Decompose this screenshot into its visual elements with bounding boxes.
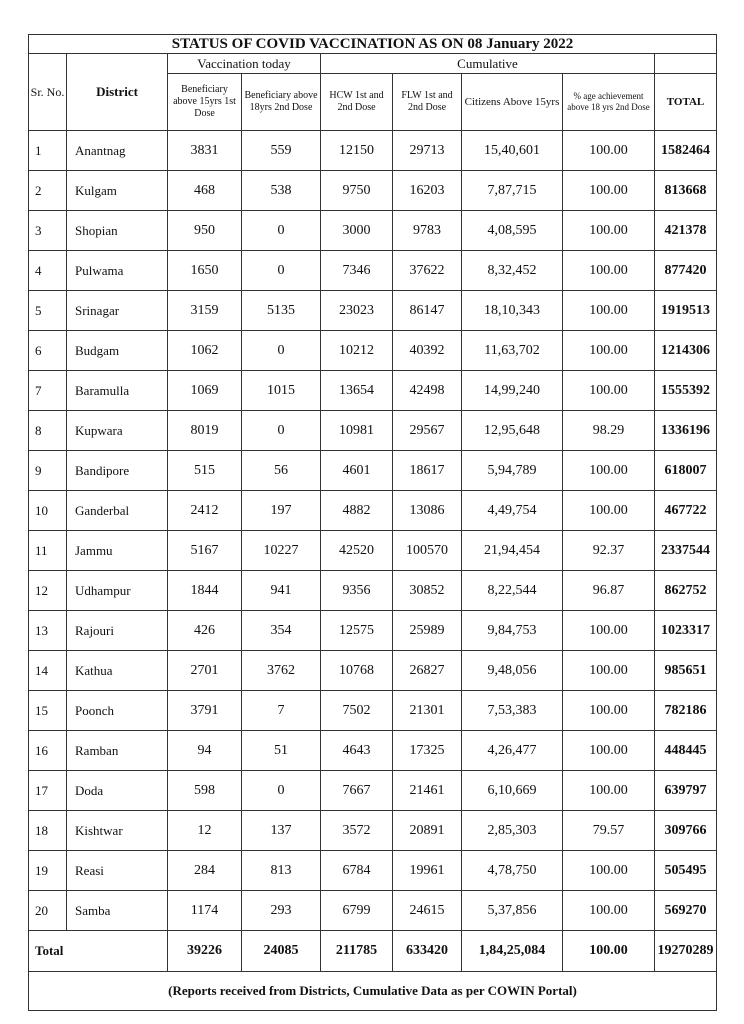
row-beneficiary-15: 1069	[168, 371, 242, 411]
row-flw: 21461	[393, 771, 462, 811]
row-district: Srinagar	[67, 291, 168, 331]
row-total: 1919513	[655, 291, 717, 331]
row-citizens: 12,95,648	[462, 411, 563, 451]
row-citizens: 4,78,750	[462, 851, 563, 891]
row-beneficiary-15: 1844	[168, 571, 242, 611]
table-row	[29, 571, 717, 611]
row-sr-no: 1	[29, 131, 67, 171]
row-sr-no: 7	[29, 371, 67, 411]
row-sr-no: 17	[29, 771, 67, 811]
row-district: Poonch	[67, 691, 168, 731]
row-sr-no: 15	[29, 691, 67, 731]
footer-note: (Reports received from Districts, Cumulative Data as per COWIN Portal)	[29, 972, 717, 1011]
row-flw: 17325	[393, 731, 462, 771]
row-total: 309766	[655, 811, 717, 851]
row-hcw: 12575	[321, 611, 393, 651]
row-percent: 100.00	[563, 251, 655, 291]
row-percent: 92.37	[563, 531, 655, 571]
row-sr-no: 18	[29, 811, 67, 851]
group-cumulative: Cumulative	[321, 54, 655, 74]
row-district: Kathua	[67, 651, 168, 691]
row-beneficiary-15: 515	[168, 451, 242, 491]
row-beneficiary-18: 10227	[242, 531, 321, 571]
row-percent: 96.87	[563, 571, 655, 611]
row-citizens: 15,40,601	[462, 131, 563, 171]
table-row	[29, 491, 717, 531]
row-citizens: 11,63,702	[462, 331, 563, 371]
row-hcw: 4601	[321, 451, 393, 491]
row-flw: 19961	[393, 851, 462, 891]
row-total: 1023317	[655, 611, 717, 651]
row-hcw: 3000	[321, 211, 393, 251]
table-row	[29, 291, 717, 331]
totals-label: Total	[29, 931, 168, 972]
totals-pct: 100.00	[563, 931, 655, 972]
row-hcw: 7346	[321, 251, 393, 291]
row-flw: 18617	[393, 451, 462, 491]
row-percent: 100.00	[563, 891, 655, 931]
row-flw: 16203	[393, 171, 462, 211]
row-citizens: 9,84,753	[462, 611, 563, 651]
row-beneficiary-18: 559	[242, 131, 321, 171]
totals-flw: 633420	[393, 931, 462, 972]
row-district: Reasi	[67, 851, 168, 891]
row-percent: 100.00	[563, 851, 655, 891]
table-row	[29, 851, 717, 891]
row-beneficiary-18: 0	[242, 411, 321, 451]
totals-ben18: 24085	[242, 931, 321, 972]
row-flw: 26827	[393, 651, 462, 691]
row-hcw: 6799	[321, 891, 393, 931]
row-citizens: 6,10,669	[462, 771, 563, 811]
row-citizens: 8,32,452	[462, 251, 563, 291]
page-title: STATUS OF COVID VACCINATION AS ON 08 January 2022	[29, 35, 717, 54]
table-row	[29, 531, 717, 571]
group-vaccination-today: Vaccination today	[168, 54, 321, 74]
row-beneficiary-18: 137	[242, 811, 321, 851]
row-beneficiary-18: 0	[242, 771, 321, 811]
table-row	[29, 251, 717, 291]
row-beneficiary-18: 197	[242, 491, 321, 531]
row-hcw: 12150	[321, 131, 393, 171]
row-citizens: 18,10,343	[462, 291, 563, 331]
row-beneficiary-18: 5135	[242, 291, 321, 331]
table-row	[29, 691, 717, 731]
row-district: Baramulla	[67, 371, 168, 411]
table-row	[29, 891, 717, 931]
row-total: 1336196	[655, 411, 717, 451]
row-beneficiary-15: 598	[168, 771, 242, 811]
row-sr-no: 19	[29, 851, 67, 891]
header-hcw: HCW 1st and 2nd Dose	[321, 74, 393, 131]
row-sr-no: 5	[29, 291, 67, 331]
row-flw: 86147	[393, 291, 462, 331]
header-beneficiary-15: Beneficiary above 15yrs 1st Dose	[168, 74, 242, 131]
row-sr-no: 11	[29, 531, 67, 571]
row-percent: 100.00	[563, 291, 655, 331]
row-beneficiary-18: 941	[242, 571, 321, 611]
row-citizens: 4,08,595	[462, 211, 563, 251]
header-sr-no: Sr. No.	[29, 54, 67, 131]
row-percent: 100.00	[563, 491, 655, 531]
table-row	[29, 731, 717, 771]
row-total: 467722	[655, 491, 717, 531]
row-district: Udhampur	[67, 571, 168, 611]
totals-ben15: 39226	[168, 931, 242, 972]
row-total: 618007	[655, 451, 717, 491]
table-row	[29, 811, 717, 851]
row-beneficiary-18: 1015	[242, 371, 321, 411]
row-total: 1214306	[655, 331, 717, 371]
table-row	[29, 771, 717, 811]
row-citizens: 4,49,754	[462, 491, 563, 531]
row-beneficiary-15: 950	[168, 211, 242, 251]
row-total: 1555392	[655, 371, 717, 411]
row-hcw: 4643	[321, 731, 393, 771]
row-flw: 29713	[393, 131, 462, 171]
row-beneficiary-18: 0	[242, 331, 321, 371]
row-percent: 100.00	[563, 371, 655, 411]
row-sr-no: 6	[29, 331, 67, 371]
row-district: Budgam	[67, 331, 168, 371]
row-hcw: 7667	[321, 771, 393, 811]
row-total: 782186	[655, 691, 717, 731]
totals-row	[29, 931, 717, 972]
row-citizens: 14,99,240	[462, 371, 563, 411]
row-hcw: 9750	[321, 171, 393, 211]
row-hcw: 3572	[321, 811, 393, 851]
row-district: Kupwara	[67, 411, 168, 451]
row-beneficiary-15: 12	[168, 811, 242, 851]
row-flw: 30852	[393, 571, 462, 611]
table-row	[29, 331, 717, 371]
row-sr-no: 3	[29, 211, 67, 251]
row-percent: 98.29	[563, 411, 655, 451]
row-beneficiary-15: 468	[168, 171, 242, 211]
row-sr-no: 8	[29, 411, 67, 451]
row-hcw: 9356	[321, 571, 393, 611]
row-beneficiary-15: 2701	[168, 651, 242, 691]
row-total: 985651	[655, 651, 717, 691]
row-percent: 79.57	[563, 811, 655, 851]
row-beneficiary-18: 51	[242, 731, 321, 771]
row-percent: 100.00	[563, 171, 655, 211]
row-beneficiary-18: 813	[242, 851, 321, 891]
row-flw: 21301	[393, 691, 462, 731]
row-citizens: 9,48,056	[462, 651, 563, 691]
row-beneficiary-15: 8019	[168, 411, 242, 451]
row-beneficiary-18: 354	[242, 611, 321, 651]
row-total: 569270	[655, 891, 717, 931]
row-total: 813668	[655, 171, 717, 211]
row-sr-no: 2	[29, 171, 67, 211]
row-sr-no: 4	[29, 251, 67, 291]
row-citizens: 4,26,477	[462, 731, 563, 771]
table-row	[29, 411, 717, 451]
row-flw: 42498	[393, 371, 462, 411]
header-beneficiary-18: Beneficiary above 18yrs 2nd Dose	[242, 74, 321, 131]
row-percent: 100.00	[563, 611, 655, 651]
row-total: 505495	[655, 851, 717, 891]
row-citizens: 5,94,789	[462, 451, 563, 491]
table-row	[29, 451, 717, 491]
row-flw: 37622	[393, 251, 462, 291]
row-hcw: 10212	[321, 331, 393, 371]
row-beneficiary-15: 3791	[168, 691, 242, 731]
row-beneficiary-15: 3159	[168, 291, 242, 331]
row-sr-no: 13	[29, 611, 67, 651]
row-hcw: 7502	[321, 691, 393, 731]
row-percent: 100.00	[563, 451, 655, 491]
row-flw: 40392	[393, 331, 462, 371]
row-beneficiary-15: 1650	[168, 251, 242, 291]
row-beneficiary-18: 538	[242, 171, 321, 211]
totals-citizens: 1,84,25,084	[462, 931, 563, 972]
row-beneficiary-15: 3831	[168, 131, 242, 171]
row-total: 639797	[655, 771, 717, 811]
row-percent: 100.00	[563, 651, 655, 691]
row-district: Jammu	[67, 531, 168, 571]
row-sr-no: 20	[29, 891, 67, 931]
row-beneficiary-18: 56	[242, 451, 321, 491]
row-beneficiary-15: 426	[168, 611, 242, 651]
row-district: Kulgam	[67, 171, 168, 211]
row-district: Ramban	[67, 731, 168, 771]
row-flw: 24615	[393, 891, 462, 931]
row-district: Bandipore	[67, 451, 168, 491]
table-row	[29, 171, 717, 211]
row-district: Pulwama	[67, 251, 168, 291]
row-hcw: 4882	[321, 491, 393, 531]
row-total: 877420	[655, 251, 717, 291]
row-citizens: 2,85,303	[462, 811, 563, 851]
header-percent-achievement: % age achievement above 18 yrs 2nd Dose	[563, 74, 655, 131]
totals-hcw: 211785	[321, 931, 393, 972]
table-row	[29, 371, 717, 411]
row-hcw: 6784	[321, 851, 393, 891]
row-flw: 29567	[393, 411, 462, 451]
row-flw: 13086	[393, 491, 462, 531]
group-blank	[655, 54, 717, 74]
row-flw: 25989	[393, 611, 462, 651]
row-citizens: 5,37,856	[462, 891, 563, 931]
row-beneficiary-15: 5167	[168, 531, 242, 571]
row-beneficiary-18: 7	[242, 691, 321, 731]
row-percent: 100.00	[563, 211, 655, 251]
row-sr-no: 16	[29, 731, 67, 771]
row-beneficiary-15: 2412	[168, 491, 242, 531]
vaccination-status-sheet	[28, 34, 716, 1011]
row-citizens: 21,94,454	[462, 531, 563, 571]
header-district: District	[67, 54, 168, 131]
row-sr-no: 10	[29, 491, 67, 531]
row-hcw: 42520	[321, 531, 393, 571]
row-total: 1582464	[655, 131, 717, 171]
table-row	[29, 131, 717, 171]
row-hcw: 10768	[321, 651, 393, 691]
row-flw: 20891	[393, 811, 462, 851]
row-beneficiary-15: 1062	[168, 331, 242, 371]
table-row	[29, 651, 717, 691]
table-row	[29, 211, 717, 251]
row-citizens: 7,87,715	[462, 171, 563, 211]
row-district: Doda	[67, 771, 168, 811]
totals-total: 19270289	[655, 931, 717, 972]
row-sr-no: 9	[29, 451, 67, 491]
row-sr-no: 12	[29, 571, 67, 611]
district-rows	[29, 131, 717, 931]
row-beneficiary-18: 0	[242, 251, 321, 291]
row-beneficiary-18: 293	[242, 891, 321, 931]
row-beneficiary-15: 94	[168, 731, 242, 771]
table-row	[29, 611, 717, 651]
header-citizens: Citizens Above 15yrs	[462, 74, 563, 131]
row-district: Rajouri	[67, 611, 168, 651]
row-flw: 100570	[393, 531, 462, 571]
row-citizens: 8,22,544	[462, 571, 563, 611]
row-percent: 100.00	[563, 331, 655, 371]
row-district: Ganderbal	[67, 491, 168, 531]
row-percent: 100.00	[563, 731, 655, 771]
row-hcw: 10981	[321, 411, 393, 451]
row-beneficiary-18: 0	[242, 211, 321, 251]
row-citizens: 7,53,383	[462, 691, 563, 731]
row-hcw: 13654	[321, 371, 393, 411]
header-total: TOTAL	[655, 74, 717, 131]
row-percent: 100.00	[563, 691, 655, 731]
row-flw: 9783	[393, 211, 462, 251]
row-hcw: 23023	[321, 291, 393, 331]
row-beneficiary-18: 3762	[242, 651, 321, 691]
row-district: Samba	[67, 891, 168, 931]
row-beneficiary-15: 1174	[168, 891, 242, 931]
row-district: Anantnag	[67, 131, 168, 171]
row-total: 421378	[655, 211, 717, 251]
row-district: Kishtwar	[67, 811, 168, 851]
row-percent: 100.00	[563, 131, 655, 171]
row-percent: 100.00	[563, 771, 655, 811]
row-total: 862752	[655, 571, 717, 611]
row-beneficiary-15: 284	[168, 851, 242, 891]
row-total: 2337544	[655, 531, 717, 571]
row-total: 448445	[655, 731, 717, 771]
header-flw: FLW 1st and 2nd Dose	[393, 74, 462, 131]
row-sr-no: 14	[29, 651, 67, 691]
row-district: Shopian	[67, 211, 168, 251]
vaccination-table	[28, 34, 717, 1011]
